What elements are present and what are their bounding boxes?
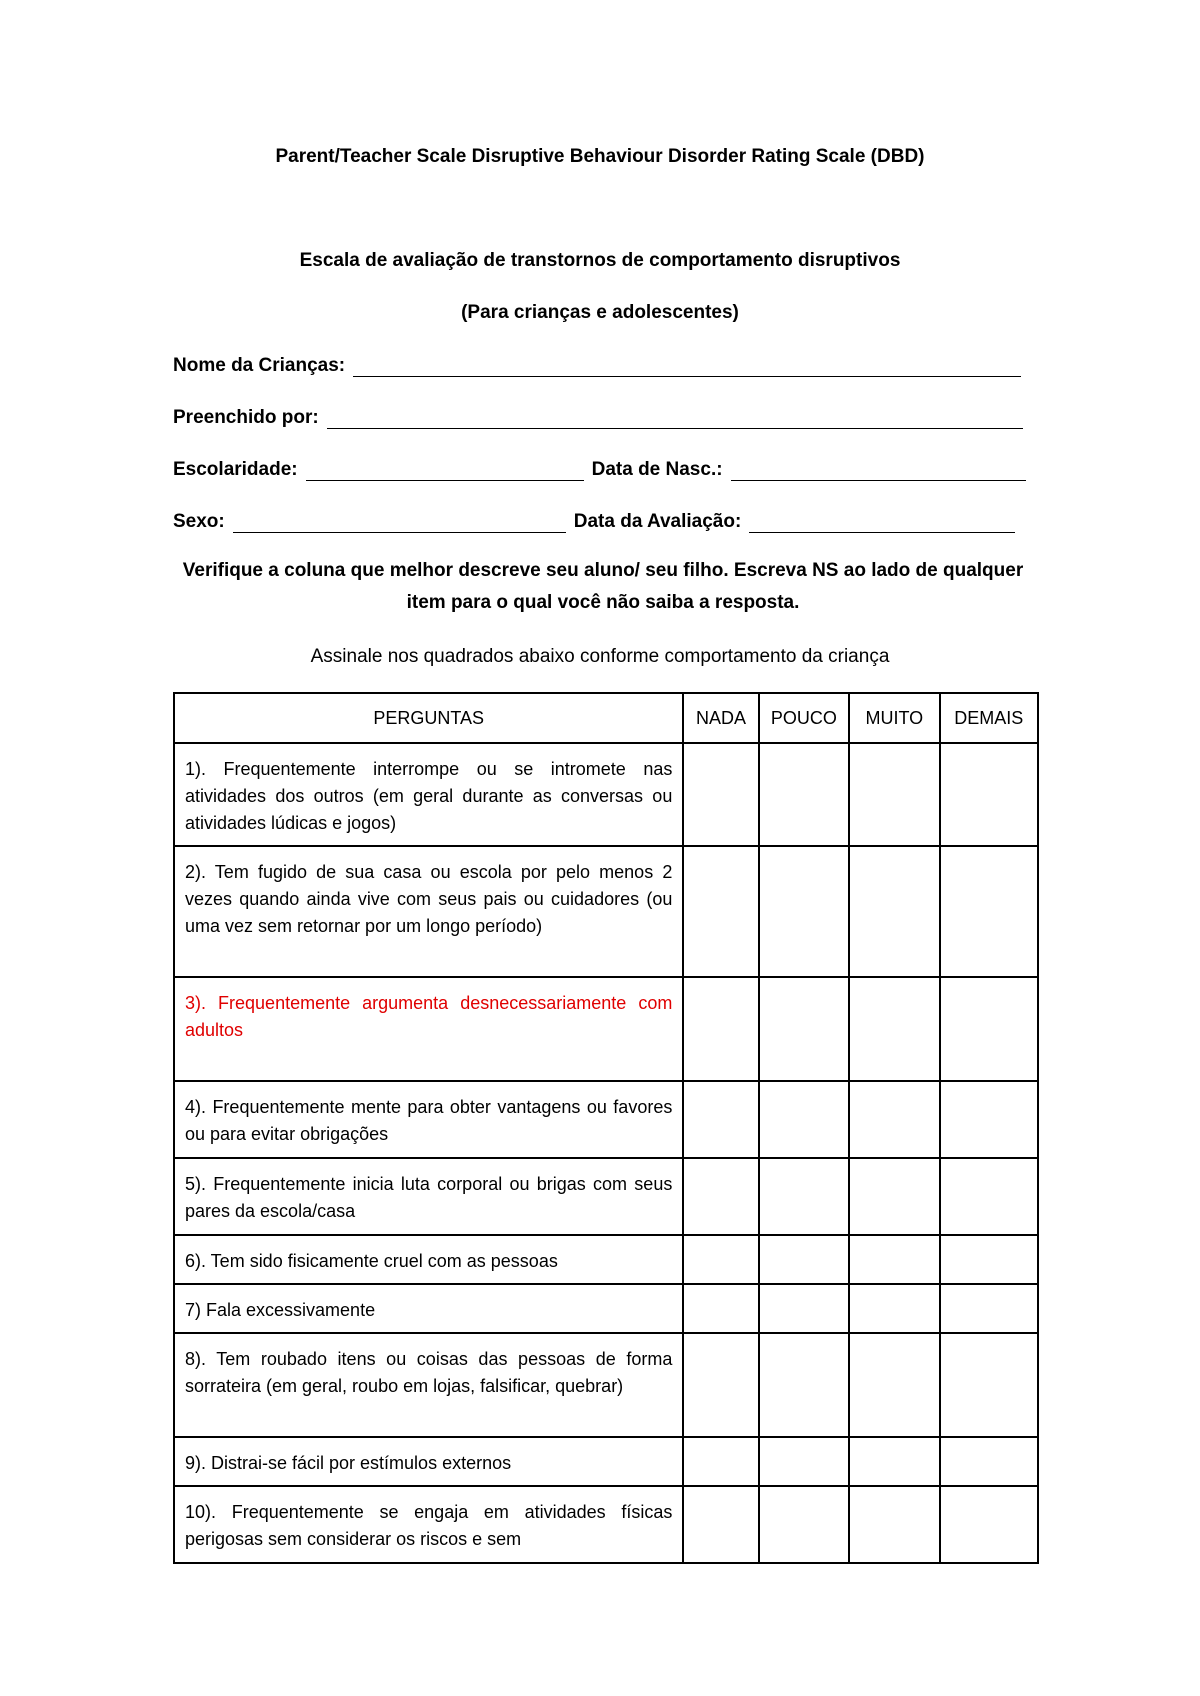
sex-row [173, 511, 1023, 533]
answer-nada-cell[interactable] [683, 743, 758, 846]
rating-table [173, 692, 1039, 1564]
question-text: 5). Frequentemente inicia luta corporal ou brigas com seus pares da escola/casa [174, 1158, 683, 1235]
instruction-line-1: Verifique a coluna que melhor descreve seu aluno/ seu filho. Escreva NS ao lado de qualquer [182, 560, 1024, 581]
table-row [174, 1158, 1038, 1235]
header-nada: NADA [683, 693, 758, 743]
audience-note: (Para crianças e adolescentes) [461, 302, 739, 323]
document-subtitle: Escala de avaliação de transtornos de comportamento disruptivos [299, 250, 901, 271]
schooling-field[interactable] [306, 463, 584, 481]
answer-demais-cell[interactable] [940, 743, 1039, 846]
schooling-row [173, 459, 1034, 481]
filled-by-label: Preenchido por: [173, 407, 319, 428]
answer-nada-cell[interactable] [683, 1158, 758, 1235]
answer-pouco-cell[interactable] [759, 977, 849, 1081]
answer-pouco-cell[interactable] [759, 1486, 849, 1563]
sex-label: Sexo: [173, 511, 225, 532]
answer-nada-cell[interactable] [683, 1284, 758, 1333]
answer-demais-cell[interactable] [940, 1486, 1039, 1563]
table-row [174, 1081, 1038, 1158]
answer-nada-cell[interactable] [683, 1081, 758, 1158]
answer-pouco-cell[interactable] [759, 1158, 849, 1235]
question-text: 9). Distrai-se fácil por estímulos externos [174, 1437, 683, 1486]
answer-nada-cell[interactable] [683, 1333, 758, 1437]
answer-muito-cell[interactable] [849, 977, 939, 1081]
table-row [174, 846, 1038, 977]
answer-demais-cell[interactable] [940, 1437, 1039, 1486]
header-muito: MUITO [849, 693, 939, 743]
question-text: 1). Frequentemente interrompe ou se intromete nas atividades dos outros (em geral durante as conversas ou atividades lúdicas e jogos) [174, 743, 683, 846]
eval-date-field[interactable] [749, 515, 1015, 533]
answer-muito-cell[interactable] [849, 1235, 939, 1284]
table-row [174, 1333, 1038, 1437]
answer-pouco-cell[interactable] [759, 846, 849, 977]
answer-pouco-cell[interactable] [759, 1437, 849, 1486]
child-name-row [173, 355, 1029, 377]
answer-muito-cell[interactable] [849, 1158, 939, 1235]
question-text: 8). Tem roubado itens ou coisas das pessoas de forma sorrateira (em geral, roubo em lojas, falsificar, quebrar) [174, 1333, 683, 1437]
answer-nada-cell[interactable] [683, 977, 758, 1081]
answer-muito-cell[interactable] [849, 1081, 939, 1158]
answer-demais-cell[interactable] [940, 1333, 1039, 1437]
answer-demais-cell[interactable] [940, 1081, 1039, 1158]
question-text: 4). Frequentemente mente para obter vantagens ou favores ou para evitar obrigações [174, 1081, 683, 1158]
filled-by-row [173, 407, 1031, 429]
question-text: 6). Tem sido fisicamente cruel com as pessoas [174, 1235, 683, 1284]
table-row [174, 1284, 1038, 1333]
question-text: 2). Tem fugido de sua casa ou escola por pelo menos 2 vezes quando ainda vive com seus pais ou cuidadores (ou uma vez sem retornar por um longo período) [174, 846, 683, 977]
child-name-field[interactable] [353, 359, 1021, 377]
answer-pouco-cell[interactable] [759, 1284, 849, 1333]
table-header-row [174, 693, 1038, 743]
table-row [174, 743, 1038, 846]
answer-nada-cell[interactable] [683, 1486, 758, 1563]
table-row [174, 1437, 1038, 1486]
answer-nada-cell[interactable] [683, 1437, 758, 1486]
document-title: Parent/Teacher Scale Disruptive Behaviour Disorder Rating Scale (DBD) [275, 146, 925, 167]
table-row [174, 977, 1038, 1081]
table-intro: Assinale nos quadrados abaixo conforme comportamento da criança [310, 646, 890, 667]
sex-field[interactable] [233, 515, 566, 533]
answer-demais-cell[interactable] [940, 1158, 1039, 1235]
instruction-text [163, 555, 1043, 619]
answer-demais-cell[interactable] [940, 1235, 1039, 1284]
header-perguntas: PERGUNTAS [174, 693, 683, 743]
answer-muito-cell[interactable] [849, 1486, 939, 1563]
answer-demais-cell[interactable] [940, 846, 1039, 977]
answer-nada-cell[interactable] [683, 1235, 758, 1284]
header-demais: DEMAIS [940, 693, 1039, 743]
answer-pouco-cell[interactable] [759, 1081, 849, 1158]
birth-date-label: Data de Nasc.: [591, 459, 723, 480]
answer-muito-cell[interactable] [849, 846, 939, 977]
answer-demais-cell[interactable] [940, 977, 1039, 1081]
answer-pouco-cell[interactable] [759, 743, 849, 846]
answer-pouco-cell[interactable] [759, 1235, 849, 1284]
eval-date-label: Data da Avaliação: [573, 511, 742, 532]
question-text-highlighted: 3). Frequentemente argumenta desnecessariamente com adultos [174, 977, 683, 1081]
answer-muito-cell[interactable] [849, 1437, 939, 1486]
table-row [174, 1235, 1038, 1284]
instruction-line-2: item para o qual você não saiba a resposta. [406, 592, 800, 613]
answer-muito-cell[interactable] [849, 1333, 939, 1437]
table-row [174, 1486, 1038, 1563]
schooling-label: Escolaridade: [173, 459, 298, 480]
answer-muito-cell[interactable] [849, 1284, 939, 1333]
answer-muito-cell[interactable] [849, 743, 939, 846]
question-text: 7) Fala excessivamente [174, 1284, 683, 1333]
filled-by-field[interactable] [327, 411, 1023, 429]
question-text: 10). Frequentemente se engaja em atividades físicas perigosas sem considerar os riscos e sem [174, 1486, 683, 1563]
answer-nada-cell[interactable] [683, 846, 758, 977]
answer-demais-cell[interactable] [940, 1284, 1039, 1333]
header-pouco: POUCO [759, 693, 849, 743]
birth-date-field[interactable] [731, 463, 1026, 481]
answer-pouco-cell[interactable] [759, 1333, 849, 1437]
child-name-label: Nome da Crianças: [173, 355, 346, 376]
